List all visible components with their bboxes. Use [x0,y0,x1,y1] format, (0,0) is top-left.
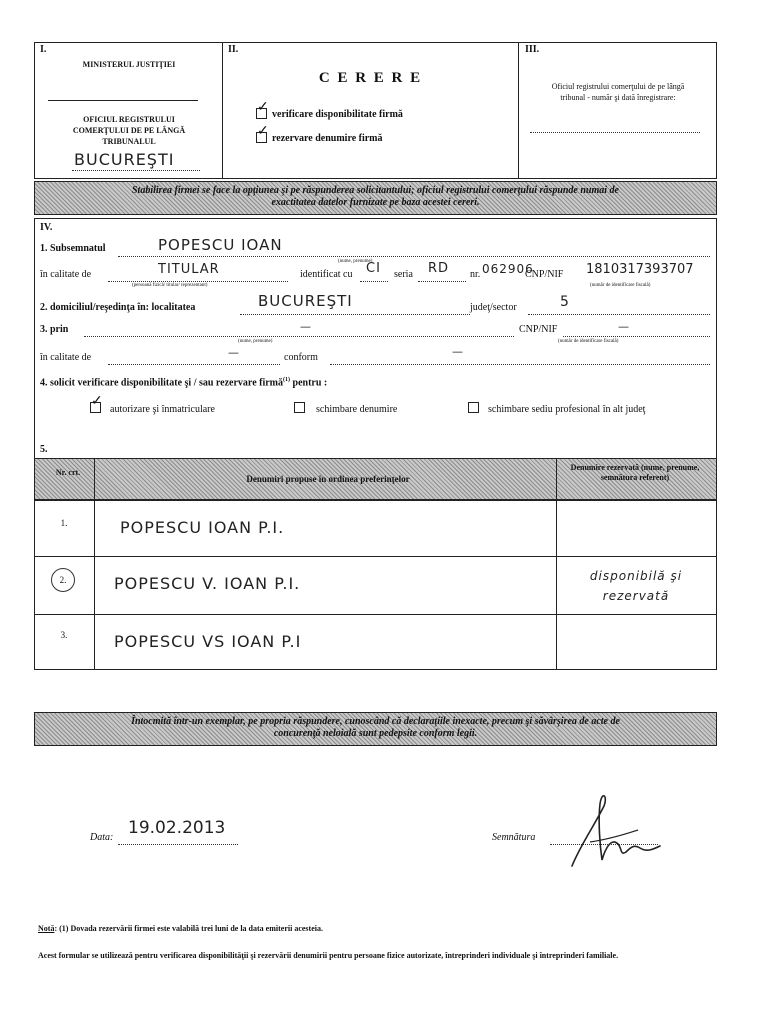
usage-text: Acest formular se utilizează pentru verificarea disponibilităţii şi rezervării denumirii pentru persoane fizice autorizate, întreprinderi individuale şi întreprinderi familiale. [38,951,619,960]
office-line-2: COMERŢULUI DE PE LÂNGĂ [72,126,186,135]
date-value[interactable]: 19.02.2013 [128,818,226,838]
conform-label: conform [284,352,318,363]
nr-label: nr. [470,269,481,280]
declaration-line-1: Întocmită într-un exemplar, pe propria răspundere, cunoscând că declaraţiile inexacte, precum şi săvârşirea de acte de [131,716,620,727]
seria-label: seria [394,269,413,280]
signature-image [560,786,670,872]
date-line [118,844,238,845]
cnp2-value[interactable]: — [618,320,630,333]
registry-dotted-line [530,132,700,133]
calitate-value[interactable]: TITULAR [158,262,220,277]
cnp-label: CNP/NIF [525,269,564,280]
identificat-label: identificat cu [300,269,353,280]
declaration-banner [34,712,717,746]
name-hint: (nume, prenume) [338,259,373,264]
prin-value[interactable]: — [300,320,312,333]
conform-value[interactable]: — [452,345,464,358]
row-2-reserved[interactable]: disponibilă şi rezervată [589,569,683,603]
row-1-name[interactable]: POPESCU IOAN P.I. [120,518,285,537]
office-line-3: TRIBUNALUL [102,137,156,146]
section-5-label: 5. [40,444,48,455]
verify-label: verificare disponibilitate firmă [272,109,403,120]
row-3-name[interactable]: POPESCU VS IOAN P.I [114,632,302,651]
office-line-1: OFICIUL REGISTRULUI [83,115,175,124]
cnp2-label: CNP/NIF [519,324,558,335]
declaration-line-2: concurenţă neloială sunt pedepsite conform legii. [273,728,478,739]
judet-label: judeţ/sector [470,302,517,313]
date-label: Data: [90,832,114,843]
section-2-roman: II. [228,44,239,55]
divider [48,100,198,101]
schimbare-denumire-label: schimbare denumire [316,404,398,415]
section-1-roman: I. [40,44,47,55]
col-divider-1 [94,458,95,670]
calitate-hint: (persoană fizică/ titular/ reprezentant) [132,283,208,288]
solicit-label [40,377,327,388]
schimbare-denumire-checkbox[interactable] [294,402,305,413]
row-2-name[interactable]: POPESCU V. IOAN P.I. [114,574,301,593]
solicit-footnote: (1) [283,377,291,383]
nr-value[interactable]: 062906 [482,262,534,276]
calitate-label: în calitate de [40,269,92,280]
seria-value[interactable]: RD [428,261,450,276]
ministry-name: MINISTERUL JUSTIŢIEI [82,60,176,69]
cnp-value[interactable]: 1810317393707 [586,262,694,277]
reserve-label: rezervare denumire firmă [272,133,383,144]
cnp2-line [563,336,710,337]
schimbare-sediu-label: schimbare sediu profesional în alt judeţ [488,404,646,415]
autorizare-label: autorizare şi înmatriculare [110,404,215,415]
row-3-nr: 3. [60,630,68,640]
calitate2-label: în calitate de [40,352,92,363]
subsemnatul-value[interactable]: POPESCU IOAN [158,236,283,254]
note-prefix: Notă [38,924,55,933]
subsemnatul-line [118,256,710,257]
section-4-roman: IV. [40,222,53,233]
disclaimer-banner [34,181,717,215]
section-3-box [518,42,717,179]
col-nr-header: Nr. crt. [55,468,81,477]
domiciliu-line [240,314,470,315]
judet-value[interactable]: 5 [560,294,570,310]
registry-line-2: tribunal - număr şi dată înregistrare: [560,93,676,102]
cnp-hint: (număr de identificare fiscală) [590,283,651,288]
identificat-line [360,281,388,282]
row-1-nr: 1. [60,518,68,528]
prin-line [84,336,514,337]
prin-label: 3. prin [40,324,69,335]
calitate-line [108,281,288,282]
disclaimer-line-2: exactitatea datelor furnizate pe baza acestei cereri. [271,197,480,208]
row-2-nr-text: 2. [59,575,67,585]
registry-line-1: Oficiul registrului comerţului de pe lângă [551,82,685,91]
row-divider [34,500,717,501]
conform-line [330,364,710,365]
calitate2-line [108,364,280,365]
check-icon: ✓ [257,124,269,139]
calitate2-value[interactable]: — [228,346,240,359]
city-dotted-line [72,170,200,171]
subsemnatul-label: 1. Subsemnatul [40,243,106,254]
identificat-value[interactable]: CI [366,261,381,276]
domiciliu-label: 2. domiciliul/reşedinţa în: localitatea [40,302,196,313]
city-handwritten: BUCUREŞTI [74,150,175,169]
disclaimer-line-1: Stabilirea firmei se face la opţiunea şi pe răspunderea solicitantului; oficiul registrului comerţului răspunde numai de [132,185,619,196]
cerere-title: C E R E R E [318,70,423,86]
row-divider [34,556,717,557]
prin-hint: (nume, prenume) [238,339,273,344]
note-line [38,924,323,933]
section-3-roman: III. [525,44,540,55]
cnp2-hint: (număr de identificare fiscală) [558,339,619,344]
check-icon: ✓ [257,100,269,115]
signature-label: Semnătura [492,832,536,843]
judet-line [528,314,710,315]
domiciliu-value[interactable]: BUCUREŞTI [258,292,353,310]
note-text: : (1) Dovada rezervării firmei este valabilă trei luni de la data emiterii acesteia. [54,924,323,933]
col-names-header: Denumiri propuse în ordinea preferinţelor [246,474,410,484]
row-2-nr [51,568,75,592]
schimbare-sediu-checkbox[interactable] [468,402,479,413]
row-divider [34,614,717,615]
seria-line [418,281,466,282]
solicit-text: 4. solicit verificare disponibilitate şi / sau rezervare firmă [40,377,284,389]
col-divider-2 [556,458,557,670]
solicit-suffix: pentru : [292,377,328,389]
col-reserved-header: Denumire rezervată (nume, prenume, semnătura referent) [570,463,700,482]
check-icon: ✓ [91,394,103,409]
